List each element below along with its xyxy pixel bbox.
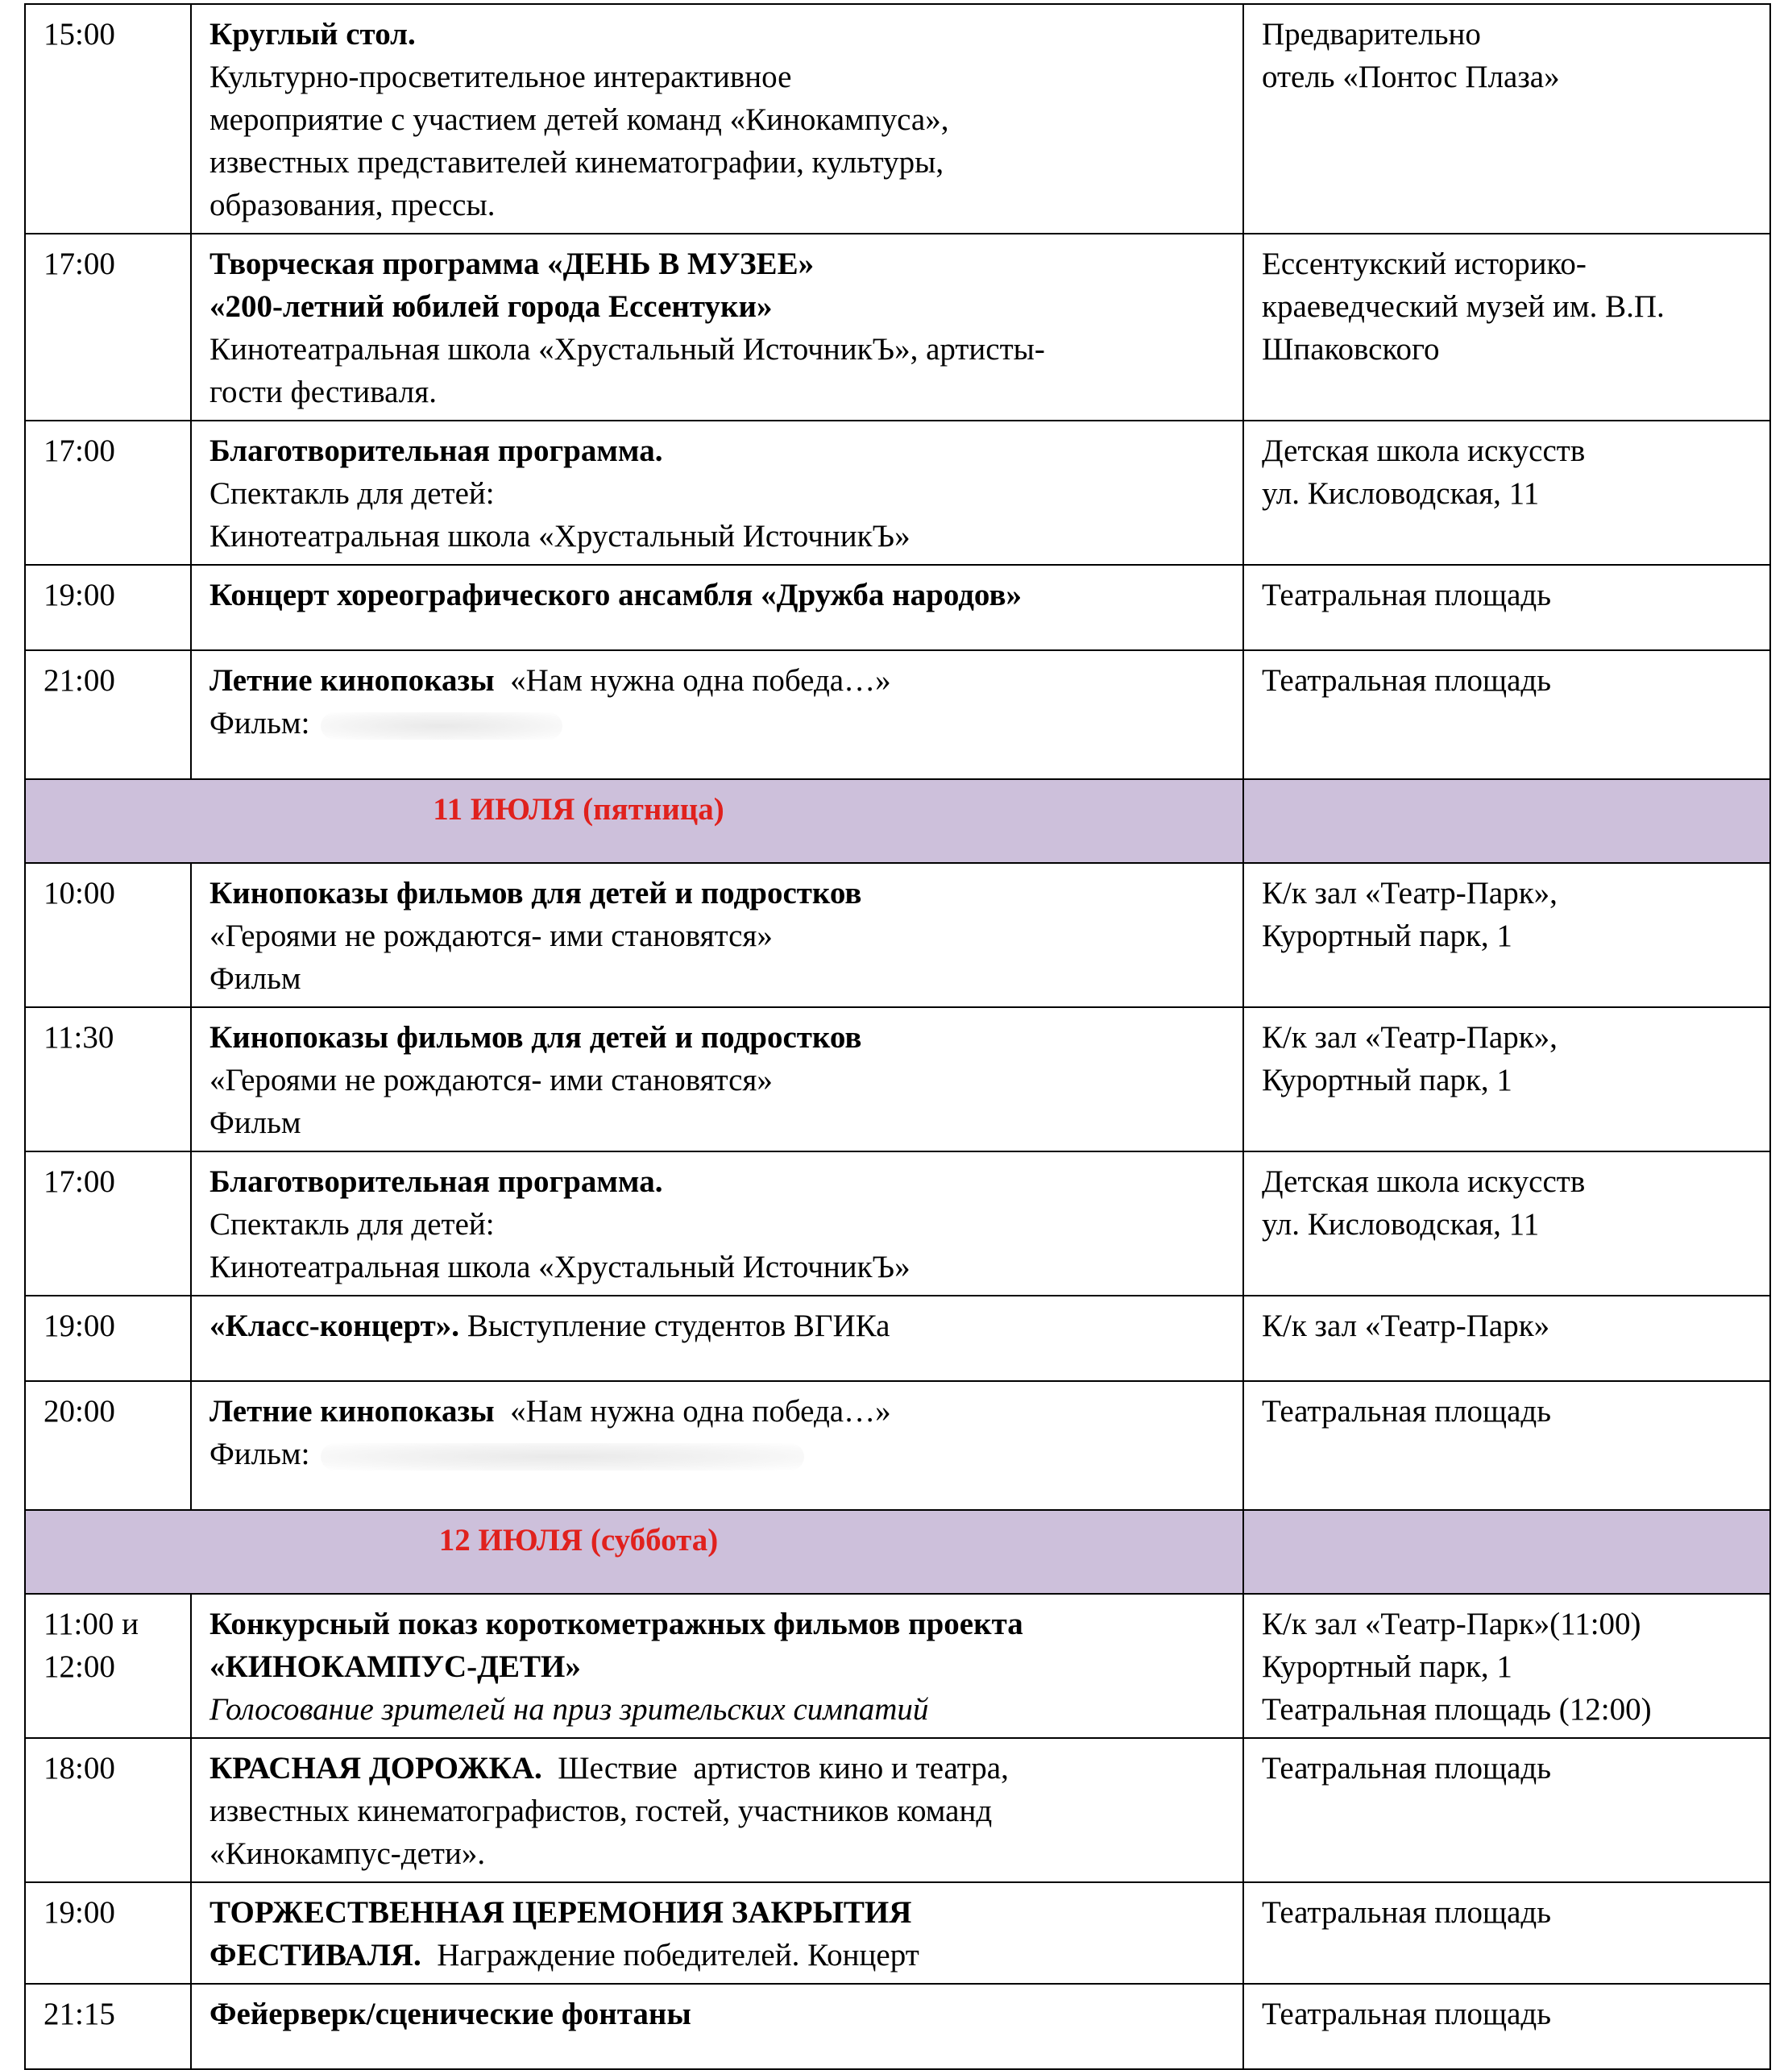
event-description: Спектакль для детей: bbox=[209, 1207, 495, 1242]
event-title: Фейерверк/сценические фонтаны bbox=[209, 1997, 691, 2031]
day-header-cell bbox=[25, 779, 1243, 863]
event-title: Круглый стол. bbox=[209, 17, 416, 52]
event-description: «Героями не рождаются- ими становятся» bbox=[209, 919, 773, 953]
day-header-empty-cell bbox=[1243, 1510, 1770, 1594]
time-cell bbox=[25, 1296, 191, 1381]
event-description: «Героями не рождаются- ими становятся» bbox=[209, 1063, 773, 1097]
event-title: Концерт хореографического ансамбля «Дружба народов» bbox=[209, 578, 1023, 612]
schedule-body bbox=[25, 4, 1770, 2069]
day-title: 11 ИЮЛЯ (пятница) bbox=[433, 792, 724, 827]
description-cell bbox=[191, 1381, 1243, 1510]
event-row bbox=[25, 4, 1770, 234]
event-title: ФЕСТИВАЛЯ. bbox=[209, 1938, 421, 1973]
event-time: 17:00 bbox=[44, 1164, 115, 1199]
event-title-line bbox=[209, 13, 1226, 56]
event-row bbox=[25, 565, 1770, 650]
venue-cell bbox=[1243, 650, 1770, 779]
description-cell bbox=[191, 1984, 1243, 2069]
venue: Детская школа искусств bbox=[1262, 1164, 1586, 1199]
event-title: Благотворительная программа. bbox=[209, 1164, 663, 1199]
venue-cell bbox=[1243, 1296, 1770, 1381]
venue-cell bbox=[1243, 565, 1770, 650]
event-row bbox=[25, 1738, 1770, 1882]
venue: Ессентукский историко- bbox=[1262, 247, 1587, 281]
event-time: 21:00 bbox=[44, 663, 115, 698]
event-title-line bbox=[209, 1390, 1226, 1433]
film-label: Фильм: bbox=[209, 1437, 310, 1471]
time-cell bbox=[25, 565, 191, 650]
venue: К/к зал «Театр-Парк», bbox=[1262, 876, 1558, 911]
event-time: 19:00 bbox=[44, 1309, 115, 1343]
event-description: Фильм bbox=[209, 1106, 301, 1140]
event-description: Выступление студентов ВГИКа bbox=[459, 1309, 890, 1343]
time-cell bbox=[25, 4, 191, 234]
event-description: гости фестиваля. bbox=[209, 375, 437, 409]
time-cell bbox=[25, 421, 191, 565]
event-description: известных представителей кинематографии, культуры, bbox=[209, 145, 944, 180]
event-title: КРАСНАЯ ДОРОЖКА. bbox=[209, 1751, 542, 1786]
film-line bbox=[209, 702, 1226, 745]
venue: К/к зал «Театр-Парк» bbox=[1262, 1309, 1550, 1343]
event-row bbox=[25, 1296, 1770, 1381]
event-row bbox=[25, 234, 1770, 421]
description-cell bbox=[191, 1296, 1243, 1381]
day-header-row bbox=[25, 1510, 1770, 1594]
venue-cell bbox=[1243, 1594, 1770, 1738]
event-description: Культурно-просветительное интерактивное bbox=[209, 60, 792, 94]
event-time: 11:30 bbox=[44, 1020, 114, 1055]
event-row bbox=[25, 1381, 1770, 1510]
day-title: 12 ИЮЛЯ (суббота) bbox=[438, 1523, 719, 1558]
event-description: Кинотеатральная школа «Хрустальный ИсточникЪ» bbox=[209, 519, 911, 554]
event-title: Благотворительная программа. bbox=[209, 433, 663, 468]
venue: Театральная площадь bbox=[1262, 578, 1552, 612]
venue: Шпаковского bbox=[1262, 332, 1440, 367]
event-time: 18:00 bbox=[44, 1751, 115, 1786]
event-note: Голосование зрителей на приз зрительских симпатий bbox=[209, 1692, 929, 1727]
schedule-table bbox=[24, 3, 1771, 2070]
venue-cell bbox=[1243, 234, 1770, 421]
film-line bbox=[209, 1433, 1226, 1475]
event-description: Кинотеатральная школа «Хрустальный ИсточникЪ», артисты- bbox=[209, 332, 1045, 367]
event-row bbox=[25, 1007, 1770, 1151]
time-cell bbox=[25, 234, 191, 421]
time-cell bbox=[25, 1594, 191, 1738]
event-description: «Нам нужна одна победа…» bbox=[494, 1394, 891, 1429]
event-description: «Кинокампус-дети». bbox=[209, 1836, 486, 1871]
event-description: Спектакль для детей: bbox=[209, 476, 495, 511]
description-cell bbox=[191, 421, 1243, 565]
day-header-cell bbox=[25, 1510, 1243, 1594]
venue-cell bbox=[1243, 1738, 1770, 1882]
day-header-empty-cell bbox=[1243, 779, 1770, 863]
description-cell bbox=[191, 1882, 1243, 1984]
venue: Курортный парк, 1 bbox=[1262, 1649, 1512, 1684]
time-cell bbox=[25, 1882, 191, 1984]
event-row bbox=[25, 421, 1770, 565]
event-title-line bbox=[209, 1934, 1226, 1977]
venue-cell bbox=[1243, 1984, 1770, 2069]
event-time: 21:15 bbox=[44, 1997, 115, 2031]
venue-cell bbox=[1243, 1381, 1770, 1510]
venue-cell bbox=[1243, 421, 1770, 565]
event-time: 17:00 bbox=[44, 247, 115, 281]
venue-cell bbox=[1243, 1007, 1770, 1151]
description-cell bbox=[191, 863, 1243, 1007]
event-description: Награждение победителей. Концерт bbox=[421, 1938, 919, 1973]
description-cell bbox=[191, 1007, 1243, 1151]
event-title: Кинопоказы фильмов для детей и подростков bbox=[209, 876, 862, 911]
event-time: 19:00 bbox=[44, 578, 115, 612]
venue: Предварительно bbox=[1262, 17, 1481, 52]
venue: ул. Кисловодская, 11 bbox=[1262, 1207, 1540, 1242]
venue: краеведческий музей им. В.П. bbox=[1262, 289, 1665, 324]
event-time: 11:00 и bbox=[44, 1607, 139, 1641]
film-label: Фильм: bbox=[209, 706, 310, 740]
event-title-line bbox=[209, 659, 1226, 702]
time-cell bbox=[25, 1007, 191, 1151]
event-description: мероприятие с участием детей команд «Кинокампуса», bbox=[209, 102, 949, 137]
event-description: «Нам нужна одна победа…» bbox=[494, 663, 891, 698]
event-row bbox=[25, 1594, 1770, 1738]
event-description: Кинотеатральная школа «Хрустальный ИсточникЪ» bbox=[209, 1250, 911, 1284]
venue-cell bbox=[1243, 4, 1770, 234]
venue: Театральная площадь bbox=[1262, 1997, 1552, 2031]
event-title: «200-летний юбилей города Ессентуки» bbox=[209, 289, 773, 324]
description-cell bbox=[191, 4, 1243, 234]
event-title: Кинопоказы фильмов для детей и подростков bbox=[209, 1020, 862, 1055]
venue: Театральная площадь (12:00) bbox=[1262, 1692, 1652, 1727]
event-row bbox=[25, 1882, 1770, 1984]
venue: отель «Понтос Плаза» bbox=[1262, 60, 1560, 94]
time-cell bbox=[25, 1738, 191, 1882]
description-cell bbox=[191, 1151, 1243, 1296]
venue: Курортный парк, 1 bbox=[1262, 919, 1512, 953]
event-time: 15:00 bbox=[44, 17, 115, 52]
event-time: 20:00 bbox=[44, 1394, 115, 1429]
description-cell bbox=[191, 1594, 1243, 1738]
time-cell bbox=[25, 650, 191, 779]
event-row bbox=[25, 1984, 1770, 2069]
redacted-film-title bbox=[321, 1443, 804, 1471]
event-title: «КИНОКАМПУС-ДЕТИ» bbox=[209, 1649, 581, 1684]
time-cell bbox=[25, 1984, 191, 2069]
event-time: 19:00 bbox=[44, 1895, 115, 1930]
event-time: 12:00 bbox=[44, 1649, 115, 1684]
redacted-film-title bbox=[321, 712, 562, 740]
event-title: ТОРЖЕСТВЕННАЯ ЦЕРЕМОНИЯ ЗАКРЫТИЯ bbox=[209, 1895, 912, 1930]
event-row bbox=[25, 650, 1770, 779]
event-description: образования, прессы. bbox=[209, 188, 496, 222]
venue: Театральная площадь bbox=[1262, 1895, 1552, 1930]
event-title: Конкурсный показ короткометражных фильмов проекта bbox=[209, 1607, 1023, 1641]
event-row bbox=[25, 1151, 1770, 1296]
venue-cell bbox=[1243, 1151, 1770, 1296]
event-title: «Класс-концерт». bbox=[209, 1309, 460, 1343]
venue: К/к зал «Театр-Парк»(11:00) bbox=[1262, 1607, 1641, 1641]
day-header-row bbox=[25, 779, 1770, 863]
event-description: Фильм bbox=[209, 961, 301, 996]
event-title: Летние кинопоказы bbox=[209, 1394, 495, 1429]
event-title: Летние кинопоказы bbox=[209, 663, 495, 698]
venue-cell bbox=[1243, 1882, 1770, 1984]
description-cell bbox=[191, 1738, 1243, 1882]
venue: Курортный парк, 1 bbox=[1262, 1063, 1512, 1097]
description-cell bbox=[191, 565, 1243, 650]
description-cell bbox=[191, 234, 1243, 421]
event-row bbox=[25, 863, 1770, 1007]
venue: ул. Кисловодская, 11 bbox=[1262, 476, 1540, 511]
event-description: известных кинематографистов, гостей, участников команд bbox=[209, 1794, 993, 1828]
event-title: Творческая программа «ДЕНЬ В МУЗЕЕ» bbox=[209, 247, 815, 281]
event-title-line bbox=[209, 1305, 1226, 1347]
venue: Театральная площадь bbox=[1262, 663, 1552, 698]
venue: Театральная площадь bbox=[1262, 1394, 1552, 1429]
event-title-line bbox=[209, 1747, 1226, 1790]
event-time: 17:00 bbox=[44, 433, 115, 468]
venue: Театральная площадь bbox=[1262, 1751, 1552, 1786]
time-cell bbox=[25, 1381, 191, 1510]
event-time: 10:00 bbox=[44, 876, 115, 911]
time-cell bbox=[25, 1151, 191, 1296]
venue: Детская школа искусств bbox=[1262, 433, 1586, 468]
description-cell bbox=[191, 650, 1243, 779]
time-cell bbox=[25, 863, 191, 1007]
event-description: Шествие артистов кино и театра, bbox=[541, 1751, 1009, 1786]
venue-cell bbox=[1243, 863, 1770, 1007]
venue: К/к зал «Театр-Парк», bbox=[1262, 1020, 1558, 1055]
